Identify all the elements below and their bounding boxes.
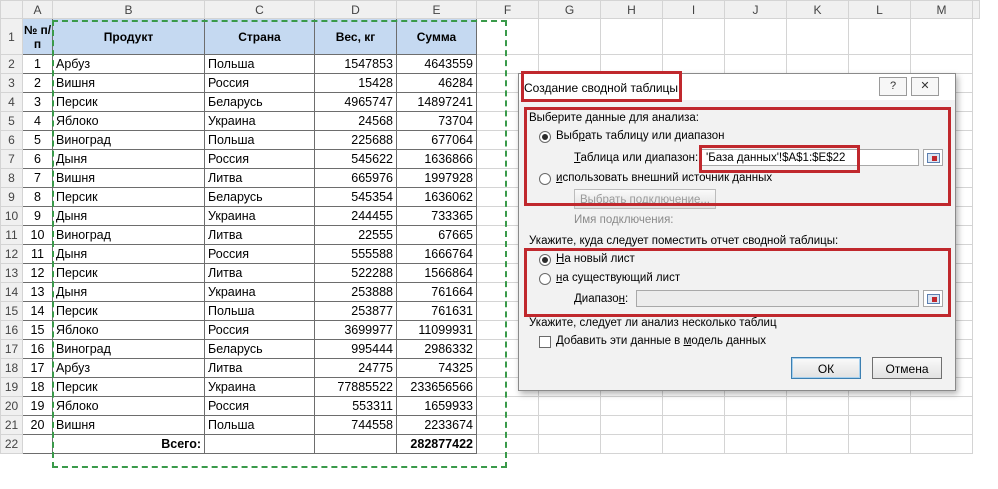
select-all-corner[interactable] bbox=[1, 1, 23, 19]
column-header-G[interactable]: G bbox=[539, 1, 601, 19]
cell-weight[interactable]: 24568 bbox=[315, 112, 397, 131]
cell-num[interactable]: 15 bbox=[23, 321, 53, 340]
cell-country[interactable]: Украина bbox=[205, 112, 315, 131]
cell-weight[interactable]: 77885522 bbox=[315, 378, 397, 397]
cell-product[interactable]: Дыня bbox=[53, 283, 205, 302]
cell-sum[interactable]: 73704 bbox=[397, 112, 477, 131]
row-number[interactable]: 22 bbox=[1, 435, 23, 454]
cell-weight[interactable]: 253877 bbox=[315, 302, 397, 321]
cell[interactable] bbox=[849, 397, 911, 416]
label-part: спользовать внешний источник данных bbox=[562, 172, 773, 184]
cell-weight[interactable]: 1547853 bbox=[315, 55, 397, 74]
cell-weight[interactable]: 665976 bbox=[315, 169, 397, 188]
table-row bbox=[1, 397, 980, 416]
close-icon: ✕ bbox=[920, 80, 930, 92]
label-accelerator: и bbox=[556, 172, 563, 184]
header-num[interactable]: № п/п bbox=[23, 19, 53, 55]
total-value[interactable]: 282877422 bbox=[397, 435, 477, 454]
cell-num[interactable]: 9 bbox=[23, 207, 53, 226]
cell-weight[interactable]: 545354 bbox=[315, 188, 397, 207]
cell-sum[interactable]: 2233674 bbox=[397, 416, 477, 435]
total-label[interactable]: Всего: bbox=[53, 435, 205, 454]
cell-sum[interactable]: 1997928 bbox=[397, 169, 477, 188]
cell[interactable] bbox=[911, 19, 973, 55]
cell[interactable] bbox=[477, 416, 539, 435]
cell-weight[interactable]: 995444 bbox=[315, 340, 397, 359]
cell[interactable] bbox=[787, 55, 849, 74]
cell-country[interactable]: Литва bbox=[205, 359, 315, 378]
cell-product[interactable]: Яблоко bbox=[53, 397, 205, 416]
row-number[interactable]: 6 bbox=[1, 131, 23, 150]
cell-product[interactable]: Виноград bbox=[53, 131, 205, 150]
cell[interactable] bbox=[539, 19, 601, 55]
cell-country[interactable]: Украина bbox=[205, 378, 315, 397]
cell[interactable] bbox=[477, 397, 539, 416]
cell[interactable] bbox=[725, 435, 787, 454]
cell-num[interactable]: 4 bbox=[23, 112, 53, 131]
destination-label bbox=[574, 293, 628, 305]
row-number[interactable]: 16 bbox=[1, 321, 23, 340]
cell[interactable] bbox=[787, 435, 849, 454]
cell-product[interactable]: Персик bbox=[53, 264, 205, 283]
cell-product[interactable]: Дыня bbox=[53, 150, 205, 169]
cell[interactable] bbox=[601, 435, 663, 454]
cell-product[interactable]: Персик bbox=[53, 188, 205, 207]
cell-country[interactable]: Беларусь bbox=[205, 340, 315, 359]
section-multiple-tables: Укажите, следует ли анализ несколько таблиц bbox=[529, 317, 777, 329]
cell[interactable] bbox=[725, 19, 787, 55]
cell[interactable] bbox=[205, 435, 315, 454]
label-accelerator: Н bbox=[556, 253, 565, 265]
cell[interactable] bbox=[911, 55, 973, 74]
cell-num[interactable]: 17 bbox=[23, 359, 53, 378]
cell-num[interactable]: 13 bbox=[23, 283, 53, 302]
cell-country[interactable]: Польша bbox=[205, 302, 315, 321]
radio-new-sheet[interactable] bbox=[539, 254, 551, 266]
radio-existing-sheet-label[interactable] bbox=[556, 272, 680, 284]
cell-product[interactable]: Виноград bbox=[53, 340, 205, 359]
column-header-H[interactable]: H bbox=[601, 1, 663, 19]
cell-weight[interactable]: 555588 bbox=[315, 245, 397, 264]
connection-name-label: Имя подключения: bbox=[574, 214, 674, 226]
dialog-title: Создание сводной таблицы bbox=[524, 81, 679, 95]
row-number[interactable]: 4 bbox=[1, 93, 23, 112]
cell-sum[interactable]: 4643559 bbox=[397, 55, 477, 74]
row-number[interactable]: 20 bbox=[1, 397, 23, 416]
cell[interactable] bbox=[539, 416, 601, 435]
cell[interactable] bbox=[849, 55, 911, 74]
row-number[interactable]: 11 bbox=[1, 226, 23, 245]
cell-num[interactable]: 7 bbox=[23, 169, 53, 188]
cell[interactable] bbox=[663, 435, 725, 454]
cell-country[interactable]: Литва bbox=[205, 226, 315, 245]
cell-weight[interactable]: 225688 bbox=[315, 131, 397, 150]
cell-product[interactable]: Яблоко bbox=[53, 112, 205, 131]
cell[interactable] bbox=[663, 416, 725, 435]
cell-sum[interactable]: 11099931 bbox=[397, 321, 477, 340]
row-number[interactable]: 14 bbox=[1, 283, 23, 302]
cell-country[interactable]: Россия bbox=[205, 245, 315, 264]
cell-country[interactable]: Россия bbox=[205, 150, 315, 169]
cell[interactable] bbox=[477, 435, 539, 454]
label-accelerator: м bbox=[683, 335, 692, 347]
column-header-blank bbox=[973, 1, 980, 19]
column-header-row bbox=[1, 1, 980, 19]
header-country[interactable]: Страна bbox=[205, 19, 315, 55]
label-part: одель данных bbox=[691, 335, 766, 347]
collapse-dialog-range-icon[interactable] bbox=[923, 149, 943, 166]
label-part: Выб bbox=[556, 130, 579, 142]
row-number[interactable]: 17 bbox=[1, 340, 23, 359]
choose-connection-button[interactable]: Выбрать подключение... bbox=[574, 189, 716, 209]
label-accelerator: н bbox=[556, 272, 563, 284]
radio-external-source[interactable] bbox=[539, 173, 551, 185]
cell[interactable] bbox=[663, 397, 725, 416]
label-accelerator: н bbox=[618, 293, 626, 305]
add-to-data-model-label[interactable] bbox=[556, 335, 766, 347]
cell-sum[interactable]: 761664 bbox=[397, 283, 477, 302]
cell-product[interactable]: Дыня bbox=[53, 207, 205, 226]
row-number[interactable]: 2 bbox=[1, 55, 23, 74]
cell[interactable] bbox=[601, 416, 663, 435]
column-header-F[interactable]: F bbox=[477, 1, 539, 19]
cell-weight[interactable]: 545622 bbox=[315, 150, 397, 169]
help-icon: ? bbox=[889, 80, 897, 92]
cell-weight[interactable]: 244455 bbox=[315, 207, 397, 226]
radio-existing-sheet[interactable] bbox=[539, 273, 551, 285]
cell-country[interactable]: Польша bbox=[205, 55, 315, 74]
cell[interactable] bbox=[911, 435, 973, 454]
cell[interactable] bbox=[725, 397, 787, 416]
cell-num[interactable]: 1 bbox=[23, 55, 53, 74]
dialog-titlebar[interactable] bbox=[519, 74, 955, 100]
cell-num[interactable]: 14 bbox=[23, 302, 53, 321]
cell-num[interactable]: 18 bbox=[23, 378, 53, 397]
cell-product[interactable]: Дыня bbox=[53, 245, 205, 264]
cell-weight[interactable]: 253888 bbox=[315, 283, 397, 302]
row-number[interactable]: 10 bbox=[1, 207, 23, 226]
cell-country[interactable]: Россия bbox=[205, 321, 315, 340]
create-pivot-table-dialog bbox=[518, 73, 956, 391]
help-button[interactable] bbox=[879, 77, 907, 96]
row-number[interactable]: 18 bbox=[1, 359, 23, 378]
cell-weight[interactable]: 522288 bbox=[315, 264, 397, 283]
column-header-M[interactable]: M bbox=[911, 1, 973, 19]
cell[interactable] bbox=[477, 19, 539, 55]
cell-product[interactable]: Персик bbox=[53, 302, 205, 321]
cell[interactable] bbox=[849, 19, 911, 55]
add-to-data-model-checkbox[interactable] bbox=[539, 336, 551, 348]
cell-country[interactable]: Украина bbox=[205, 283, 315, 302]
column-header-L[interactable]: L bbox=[849, 1, 911, 19]
title-highlight bbox=[521, 71, 682, 102]
label-part: : bbox=[625, 293, 629, 305]
cell-product[interactable]: Вишня bbox=[53, 74, 205, 93]
cell-country[interactable]: Польша bbox=[205, 131, 315, 150]
cell[interactable] bbox=[787, 416, 849, 435]
cell[interactable] bbox=[911, 397, 973, 416]
cell[interactable] bbox=[601, 19, 663, 55]
cell-country[interactable]: Россия bbox=[205, 74, 315, 93]
close-button[interactable] bbox=[911, 77, 939, 96]
cell-sum[interactable]: 2986332 bbox=[397, 340, 477, 359]
row-number[interactable]: 1 bbox=[1, 19, 23, 55]
label-part: а существующий лист bbox=[562, 272, 681, 284]
cell-sum[interactable]: 1659933 bbox=[397, 397, 477, 416]
cell[interactable] bbox=[663, 19, 725, 55]
cell-num[interactable]: 16 bbox=[23, 340, 53, 359]
label-part: Добавить эти данные в bbox=[556, 335, 684, 347]
header-product[interactable]: Продукт bbox=[53, 19, 205, 55]
header-sum[interactable]: Сумма bbox=[397, 19, 477, 55]
label-part: ать таблицу или диапазон bbox=[584, 130, 725, 142]
cell-sum[interactable]: 1636062 bbox=[397, 188, 477, 207]
cell-sum[interactable]: 233656566 bbox=[397, 378, 477, 397]
cell-num[interactable]: 19 bbox=[23, 397, 53, 416]
table-header-row bbox=[1, 19, 980, 55]
row-number[interactable]: 3 bbox=[1, 74, 23, 93]
cell[interactable] bbox=[911, 416, 973, 435]
cell[interactable] bbox=[539, 397, 601, 416]
label-part: а новый лист bbox=[564, 253, 635, 265]
column-header-E[interactable]: E bbox=[397, 1, 477, 19]
column-header-I[interactable]: I bbox=[663, 1, 725, 19]
cell-num[interactable]: 5 bbox=[23, 131, 53, 150]
cell-sum[interactable]: 677064 bbox=[397, 131, 477, 150]
cell-num[interactable]: 10 bbox=[23, 226, 53, 245]
cell-country[interactable]: Литва bbox=[205, 264, 315, 283]
cell-country[interactable]: Литва bbox=[205, 169, 315, 188]
cell-sum[interactable]: 74325 bbox=[397, 359, 477, 378]
cell-weight[interactable]: 24775 bbox=[315, 359, 397, 378]
cell-num[interactable]: 12 bbox=[23, 264, 53, 283]
row-number[interactable]: 8 bbox=[1, 169, 23, 188]
row-number[interactable]: 21 bbox=[1, 416, 23, 435]
cell-num[interactable]: 6 bbox=[23, 150, 53, 169]
cell-num[interactable]: 8 bbox=[23, 188, 53, 207]
radio-new-sheet-label[interactable] bbox=[556, 253, 635, 265]
radio-external-source-label[interactable] bbox=[556, 172, 772, 184]
cell[interactable] bbox=[787, 397, 849, 416]
cell-country[interactable]: Россия bbox=[205, 397, 315, 416]
section-destination: Укажите, куда следует поместить отчет сводной таблицы: bbox=[529, 235, 839, 247]
cell-country[interactable]: Украина bbox=[205, 207, 315, 226]
label-accelerator: р bbox=[578, 130, 585, 142]
cell-product[interactable]: Яблоко bbox=[53, 321, 205, 340]
cell[interactable] bbox=[849, 416, 911, 435]
cell-weight[interactable]: 3699977 bbox=[315, 321, 397, 340]
cell-weight[interactable]: 553311 bbox=[315, 397, 397, 416]
cell-weight[interactable]: 15428 bbox=[315, 74, 397, 93]
total-row bbox=[1, 435, 980, 454]
cell-weight[interactable]: 744558 bbox=[315, 416, 397, 435]
radio-select-table-label[interactable] bbox=[556, 130, 724, 142]
row-number[interactable]: 9 bbox=[1, 188, 23, 207]
cell-sum[interactable]: 46284 bbox=[397, 74, 477, 93]
column-header-B[interactable]: B bbox=[53, 1, 205, 19]
cell-num[interactable]: 11 bbox=[23, 245, 53, 264]
range-input[interactable]: 'База данных'!$A$1:$E$22 bbox=[701, 149, 919, 166]
range-label bbox=[574, 152, 698, 164]
cell[interactable] bbox=[849, 435, 911, 454]
row-number[interactable]: 5 bbox=[1, 112, 23, 131]
row-number[interactable]: 7 bbox=[1, 150, 23, 169]
label-part: аблица или диапазон: bbox=[580, 152, 699, 164]
column-header-D[interactable]: D bbox=[315, 1, 397, 19]
column-header-A[interactable]: A bbox=[23, 1, 53, 19]
table-row bbox=[1, 416, 980, 435]
cell-num[interactable]: 20 bbox=[23, 416, 53, 435]
cancel-button[interactable]: Отмена bbox=[872, 357, 942, 379]
label-accelerator: Т bbox=[574, 152, 581, 164]
cell-country[interactable]: Беларусь bbox=[205, 188, 315, 207]
row-number[interactable]: 15 bbox=[1, 302, 23, 321]
column-header-C[interactable]: C bbox=[205, 1, 315, 19]
label-part: Диапазо bbox=[574, 293, 619, 305]
cell-num[interactable]: 2 bbox=[23, 74, 53, 93]
cell-weight[interactable]: 4965747 bbox=[315, 93, 397, 112]
cell-num[interactable]: 3 bbox=[23, 93, 53, 112]
cell-country[interactable]: Польша bbox=[205, 416, 315, 435]
cell[interactable] bbox=[23, 435, 53, 454]
cell-sum[interactable]: 67665 bbox=[397, 226, 477, 245]
cell-product[interactable]: Арбуз bbox=[53, 55, 205, 74]
cell-sum[interactable]: 14897241 bbox=[397, 93, 477, 112]
cell[interactable] bbox=[315, 435, 397, 454]
section-choose-data: Выберите данные для анализа: bbox=[529, 112, 699, 124]
collapse-dialog-destination-icon[interactable] bbox=[923, 290, 943, 307]
cell-weight[interactable]: 22555 bbox=[315, 226, 397, 245]
cell-sum[interactable]: 1566864 bbox=[397, 264, 477, 283]
table-row bbox=[1, 55, 980, 74]
cell-sum[interactable]: 733365 bbox=[397, 207, 477, 226]
header-weight[interactable]: Вес, кг bbox=[315, 19, 397, 55]
cell-sum[interactable]: 1636866 bbox=[397, 150, 477, 169]
cell-product[interactable]: Арбуз bbox=[53, 359, 205, 378]
ok-button[interactable]: ОК bbox=[791, 357, 861, 379]
row-number[interactable]: 13 bbox=[1, 264, 23, 283]
cell[interactable] bbox=[725, 55, 787, 74]
cell[interactable] bbox=[725, 416, 787, 435]
cell-product[interactable]: Вишня bbox=[53, 416, 205, 435]
cell[interactable] bbox=[787, 19, 849, 55]
row-number[interactable]: 12 bbox=[1, 245, 23, 264]
column-header-K[interactable]: K bbox=[787, 1, 849, 19]
column-header-J[interactable]: J bbox=[725, 1, 787, 19]
cell-sum[interactable]: 761631 bbox=[397, 302, 477, 321]
radio-select-table[interactable] bbox=[539, 131, 551, 143]
cell[interactable] bbox=[601, 397, 663, 416]
destination-input[interactable] bbox=[636, 290, 919, 307]
cell-product[interactable]: Персик bbox=[53, 378, 205, 397]
cell-sum[interactable]: 1666764 bbox=[397, 245, 477, 264]
cell-product[interactable]: Персик bbox=[53, 93, 205, 112]
cell-country[interactable]: Беларусь bbox=[205, 93, 315, 112]
cell-product[interactable]: Виноград bbox=[53, 226, 205, 245]
cell-product[interactable]: Вишня bbox=[53, 169, 205, 188]
cell[interactable] bbox=[539, 435, 601, 454]
row-number[interactable]: 19 bbox=[1, 378, 23, 397]
